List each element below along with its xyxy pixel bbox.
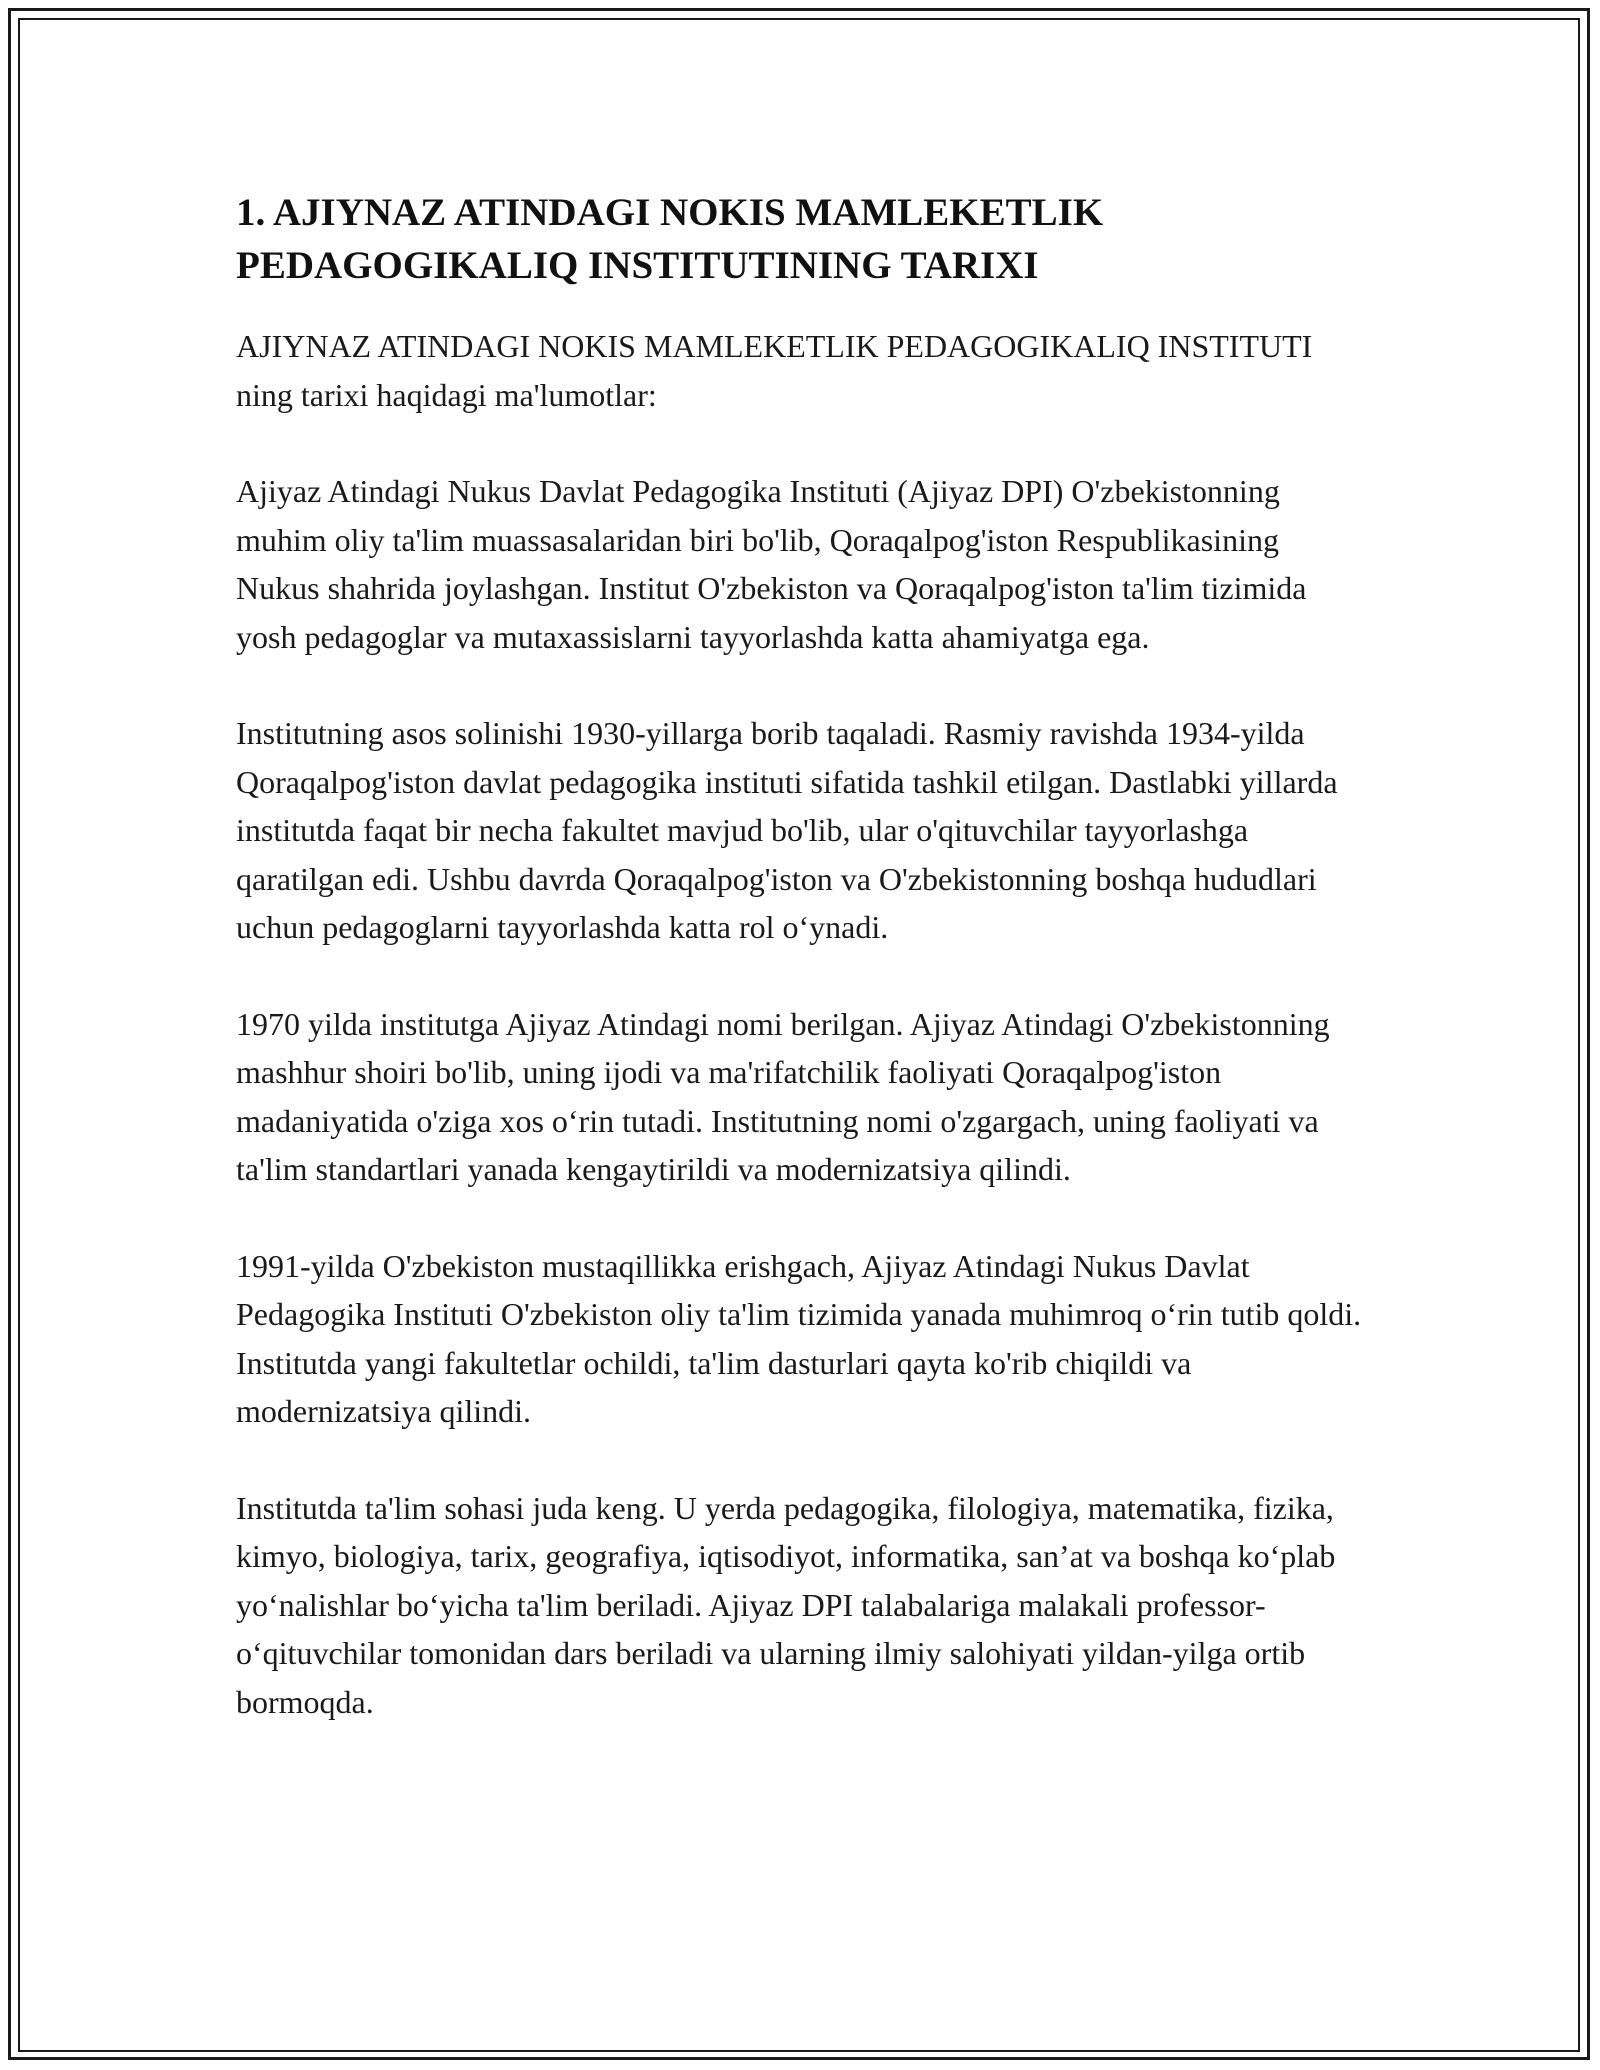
education-paragraph: Institutda ta'lim sohasi juda keng. U yerda pedagogika, filologiya, matematika, fizika, kimyo, biologiya, tarix, geografiya, iqtisodiyot, informatika, san’at va boshqa ko‘plab yo‘nalishlar bo‘yicha ta'lim beriladi. Ajiyaz DPI talabalariga malakali professor-o‘qituvchilar tomonidan dars beriladi va ularning ilmiy salohiyati yildan-yilga ortib bormoqda.: [236, 1489, 1336, 1720]
naming-paragraph: 1970 yilda institutga Ajiyaz Atindagi nomi berilgan. Ajiyaz Atindagi O'zbekistonning mashhur shoiri bo'lib, uning ijodi va ma'rifatchilik faoliyati Qoraqalpog'iston madaniyatida o'ziga xos o‘rin tutadi. Institutning nomi o'zgargach, uning faoliyati va ta'lim standartlari yanada kengaytirildi va modernizatsiya qilindi.: [236, 1005, 1330, 1187]
overview-paragraph: Ajiyaz Atindagi Nukus Davlat Pedagogika Instituti (Ajiyaz DPI) O'zbekistonning muhim oliy ta'lim muassasalaridan biri bo'lib, Qoraqalpog'iston Respublikasining Nukus shahrida joylashgan. Institut O'zbekiston va Qoraqalpog'iston ta'lim tizimida yosh pedagoglar va mutaxassislarni tayyorlashda katta ahamiyatga ega.: [236, 473, 1307, 655]
founding-paragraph: Institutning asos solinishi 1930-yillarga borib taqaladi. Rasmiy ravishda 1934-yilda Qoraqalpog'iston davlat pedagogika instituti sifatida tashkil etilgan. Dastlabki yillarda institutda faqat bir necha fakultet mavjud bo'lib, ular o'qituvchilar tayyorlashga qaratilgan edi. Ushbu davrda Qoraqalpog'iston va O'zbekistonning boshqa hududlari uchun pedagoglarni tayyorlashda katta rol o‘ynadi.: [236, 715, 1338, 945]
document-heading: 1. AJIYNAZ ATINDAGI NOKIS MAMLEKETLIK PEDAGOGIKALIQ INSTITUTINING TARIXI: [236, 191, 1104, 287]
document-body: [236, 186, 1366, 1774]
independence-paragraph: 1991-yilda O'zbekiston mustaqillikka erishgach, Ajiyaz Atindagi Nukus Davlat Pedagogika Instituti O'zbekiston oliy ta'lim tizimida yanada muhimroq o‘rin tutib qoldi. Institutda yangi fakultetlar ochildi, ta'lim dasturlari qayta ko'rib chiqildi va modernizatsiya qilindi.: [236, 1247, 1362, 1429]
intro-paragraph: AJIYNAZ ATINDAGI NOKIS MAMLEKETLIK PEDAGOGIKALIQ INSTITUTI ning tarixi haqidagi ma'lumotlar:: [236, 328, 1313, 413]
